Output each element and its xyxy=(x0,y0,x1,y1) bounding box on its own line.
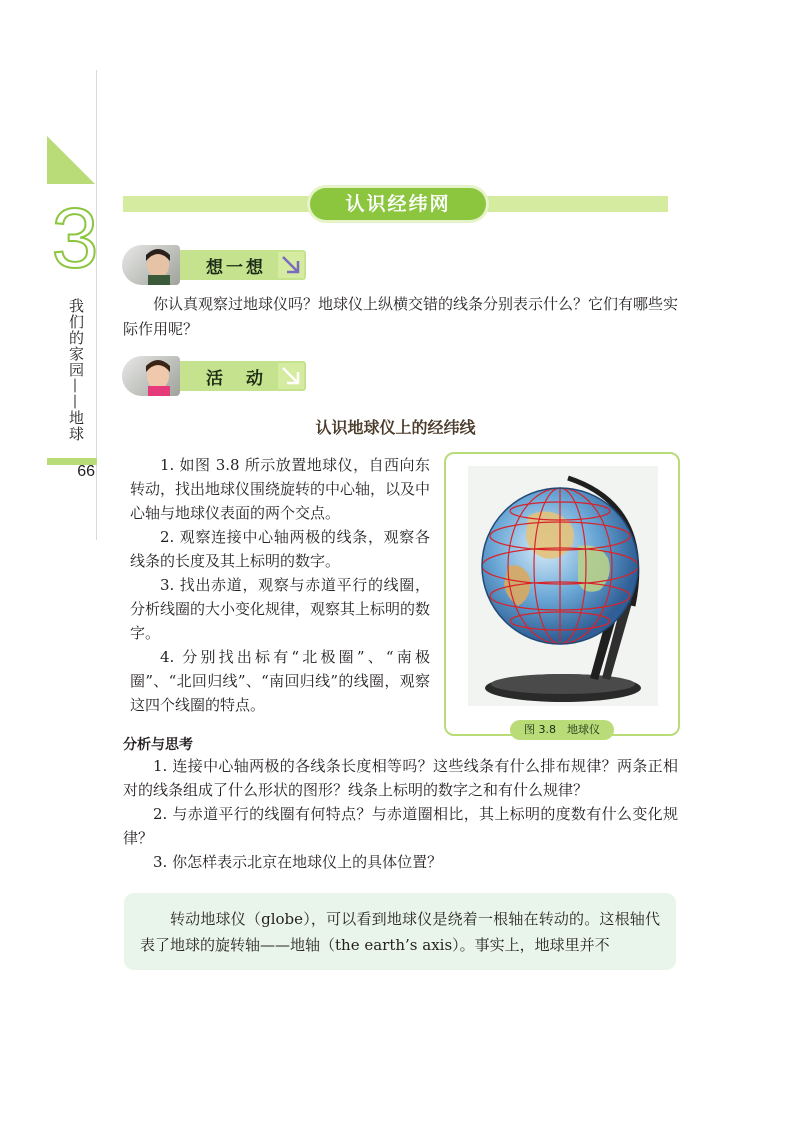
globe-illustration xyxy=(468,466,658,706)
analysis-heading: 分析与思考 xyxy=(123,737,193,753)
girl-portrait-icon xyxy=(122,245,180,285)
activity-steps xyxy=(130,453,430,717)
arrow-down-right-icon xyxy=(278,363,304,389)
think-question: 你认真观察过地球仪吗？地球仪上纵横交错的线条分别表示什么？它们有哪些实际作用呢？ xyxy=(123,295,679,338)
chapter-title: 我们的家园——地球 xyxy=(67,298,85,442)
activity-avatar xyxy=(122,356,180,396)
note-text: 转动地球仪（globe），可以看到地球仪是绕着一根轴在转动的。这根轴代表了地球的旋转轴——地轴（the earth’s axis）。事实上，地球里并不 xyxy=(140,910,660,954)
activity-step: 3. 找出赤道，观察与赤道平行的线圈，分析线圈的大小变化规律，观察其上标明的数字。 xyxy=(130,576,431,642)
activity-step: 4. 分别找出标有“北极圈”、“南极圈”、“北回归线”、“南回归线”的线圈，观察这四个线圈的特点。 xyxy=(130,648,430,714)
analysis-item: 2. 与赤道平行的线圈有何特点？与赤道圈相比，其上标明的度数有什么变化规律？ xyxy=(123,805,678,847)
arrow-down-right-icon xyxy=(278,252,304,278)
analysis-list xyxy=(123,754,678,874)
analysis-item: 1. 连接中心轴两极的各线条长度相等吗？这些线条有什么排布规律？两条正相对的线条组成了什么形状的图形？线条上标明的数字之和有什么规律？ xyxy=(123,757,678,799)
think-label: 想一想 xyxy=(206,258,266,278)
girl-portrait-icon xyxy=(122,356,180,396)
margin-divider xyxy=(96,70,97,540)
figure-caption: 图 3.8 地球仪 xyxy=(524,723,600,736)
activity-title: 认识地球仪上的经纬线 xyxy=(315,418,476,437)
think-avatar xyxy=(122,245,180,285)
activity-step: 1. 如图 3.8 所示放置地球仪，自西向东转动，找出地球仪围绕旋转的中心轴，以及中心轴与地球仪表面的两个交点。 xyxy=(130,456,431,522)
chapter-number: 3 xyxy=(51,191,99,285)
chapter-corner-decoration xyxy=(47,136,95,184)
page-number: 66 xyxy=(77,463,95,480)
activity-step: 2. 观察连接中心轴两极的线条，观察各线条的长度及其上标明的数字。 xyxy=(130,528,430,570)
think-question-block xyxy=(123,292,678,342)
activity-label: 活 动 xyxy=(206,369,266,389)
section-title: 认识经纬网 xyxy=(345,193,451,215)
analysis-item: 3. 你怎样表示北京在地球仪上的具体位置？ xyxy=(153,853,443,871)
